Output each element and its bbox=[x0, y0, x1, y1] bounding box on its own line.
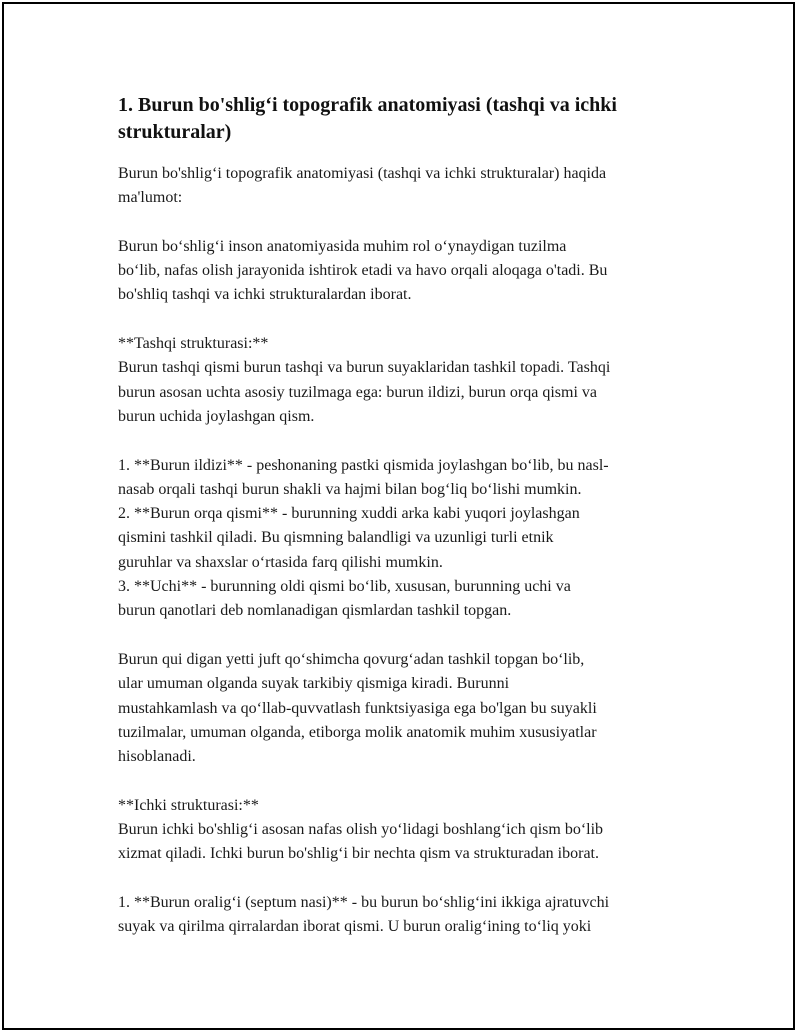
section-heading: **Tashqi strukturasi:** bbox=[118, 335, 269, 353]
title-line: strukturalar) bbox=[118, 121, 232, 143]
text-line: Burun bo‘shlig‘i inson anatomiyasida muhim rol o‘ynaydigan tuzilma bbox=[118, 237, 567, 255]
title-line: 1. Burun bo'shlig‘i topografik anatomiyasi (tashqi va ichki bbox=[118, 94, 617, 116]
document-title bbox=[118, 92, 698, 146]
paragraph-external-list bbox=[118, 454, 698, 624]
text-line: Burun bo'shlig‘i topografik anatomiyasi (tashqi va ichki strukturalar) haqida bbox=[118, 165, 607, 182]
text-line: ma'lumot: bbox=[118, 189, 183, 207]
text-line: nasab orqali tashqi burun shakli va hajmi bilan bog‘liq bo‘lishi mumkin. bbox=[118, 480, 582, 498]
text-line: qismini tashkil qiladi. Bu qismning balandligi va uzunligi turli etnik bbox=[118, 529, 554, 547]
paragraph-bones bbox=[118, 648, 698, 769]
paragraph-overview bbox=[118, 235, 698, 308]
text-line: suyak va qirilma qirralardan iborat qismi. U burun oralig‘ining to‘liq yoki bbox=[118, 918, 592, 936]
document-content bbox=[118, 92, 698, 964]
text-line: guruhlar va shaxslar o‘rtasida farq qilishi mumkin. bbox=[118, 553, 443, 571]
text-line: Burun qui digan yetti juft qo‘shimcha qovurg‘adan tashkil topgan bo‘lib, bbox=[118, 650, 585, 668]
paragraph-internal-structure bbox=[118, 794, 698, 867]
paragraph-external-structure bbox=[118, 332, 698, 429]
text-line: mustahkamlash va qo‘llab-quvvatlash funktsiyasiga ega bo'lgan bu suyakli bbox=[118, 699, 597, 717]
text-line: Burun tashqi qismi burun tashqi va burun suyaklaridan tashkil topadi. Tashqi bbox=[118, 359, 611, 377]
text-line: burun qanotlari deb nomlanadigan qismlardan tashkil topgan. bbox=[118, 602, 512, 620]
paragraph-internal-list bbox=[118, 891, 698, 940]
text-line: bo'shliq tashqi va ichki strukturalardan iborat. bbox=[118, 286, 412, 304]
list-item: 3. **Uchi** - burunning oldi qismi bo‘lib, xususan, burunning uchi va bbox=[118, 578, 571, 596]
text-line: Burun ichki bo'shlig‘i asosan nafas olish yo‘lidagi boshlang‘ich qism bo‘lib bbox=[118, 821, 604, 839]
list-item: 2. **Burun orqa qismi** - burunning xuddi arka kabi yuqori joylashgan bbox=[118, 505, 580, 523]
text-line: tuzilmalar, umuman olganda, etiborga molik anatomik muhim xususiyatlar bbox=[118, 723, 597, 741]
text-line: burun asosan uchta asosiy tuzilmaga ega: burun ildizi, burun orqa qismi va bbox=[118, 383, 597, 401]
section-heading: **Ichki strukturasi:** bbox=[118, 796, 259, 814]
text-line: xizmat qiladi. Ichki burun bo'shlig‘i bir nechta qism va strukturadan iborat. bbox=[118, 845, 599, 863]
list-item: 1. **Burun ildizi** - peshonaning pastki qismida joylashgan bo‘lib, bu nasl- bbox=[118, 456, 609, 474]
document-body bbox=[118, 162, 698, 940]
list-item: 1. **Burun oralig‘i (septum nasi)** - bu burun bo‘shlig‘ini ikkiga ajratuvchi bbox=[118, 893, 610, 911]
text-line: burun uchida joylashgan qism. bbox=[118, 407, 315, 425]
text-line: ular umuman olganda suyak tarkibiy qismiga kiradi. Burunni bbox=[118, 675, 510, 693]
paragraph-intro bbox=[118, 162, 698, 211]
text-line: hisoblanadi. bbox=[118, 748, 196, 766]
text-line: bo‘lib, nafas olish jarayonida ishtirok etadi va havo orqali aloqaga o'tadi. Bu bbox=[118, 262, 608, 280]
